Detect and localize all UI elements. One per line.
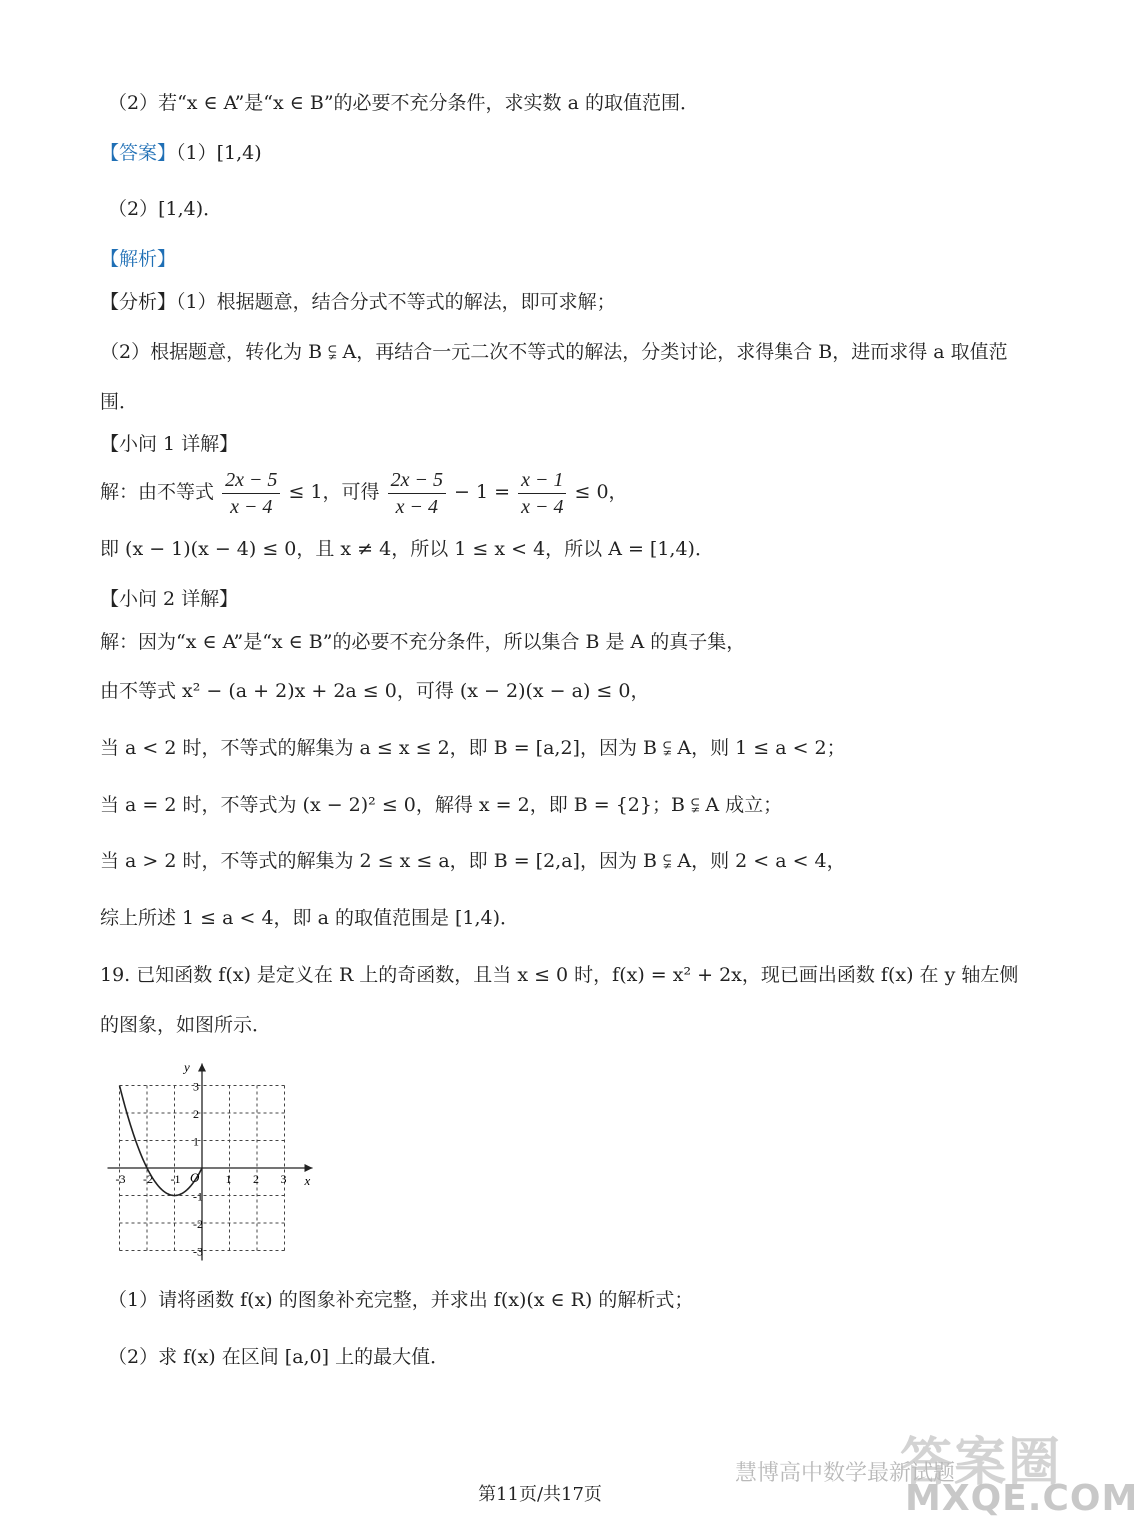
- sub1-line-1: [100, 462, 1080, 522]
- watermark-logo: 答案圈: [900, 1433, 1063, 1493]
- x-tick-label: 2: [253, 1172, 259, 1186]
- y-axis-arrow: [198, 1064, 206, 1072]
- sub2-line-1: 解：因为“x ∈ A”是“x ∈ B”的必要不充分条件，所以集合 B 是 A 的真子集，: [100, 631, 746, 653]
- fraction-2-num: 2x − 5: [388, 467, 446, 494]
- fenxi-2a: （2）根据题意，转化为 B ⫋ A，再结合一元二次不等式的解法，分类讨论，求得集合 B，进而求得 a 取值范: [100, 341, 1008, 363]
- sub2-line-2: 由不等式 x² − (a + 2)x + 2a ≤ 0，可得 (x − 2)(x − a) ≤ 0，: [100, 680, 650, 702]
- sub1-end: ≤ 0，: [574, 481, 628, 503]
- y-axis-label: y: [184, 1059, 190, 1075]
- y-tick-label: 3: [193, 1079, 199, 1094]
- fraction-1: [222, 467, 280, 520]
- fraction-1-den: x − 4: [230, 495, 273, 518]
- origin-label: O: [190, 1170, 200, 1185]
- q19-part2: （2）求 f(x) 在区间 [a,0] 上的最大值．: [108, 1346, 450, 1368]
- answer-1: （1）[1,4): [176, 142, 262, 164]
- function-graph: [100, 1050, 330, 1265]
- fenxi-tag: 【分析】: [100, 291, 177, 313]
- sub2-line-4: 当 a = 2 时，不等式为 (x − 2)² ≤ 0，解得 x = 2，即 B = {2}；B ⫋ A 成立；: [100, 794, 783, 816]
- answer-line-1: [100, 138, 1080, 168]
- q19-part1: （1）请将函数 f(x) 的图象补充完整，并求出 f(x)(x ∈ R) 的解析式；: [108, 1289, 694, 1311]
- sub1-title: 【小问 1 详解】: [100, 433, 239, 455]
- q18-part2: （2）若“x ∈ A”是“x ∈ B”的必要不充分条件，求实数 a 的取值范围．: [108, 92, 699, 114]
- fenxi-1: （1）根据题意，结合分式不等式的解法，即可求解；: [176, 291, 616, 313]
- x-axis-arrow: [305, 1164, 313, 1172]
- watermark-text: 慧博高中数学最新试题: [735, 1461, 956, 1486]
- y-tick-label: -3: [193, 1244, 203, 1259]
- fenxi-2b: 围．: [100, 391, 139, 413]
- axes: [108, 1064, 313, 1261]
- x-axis-label: x: [304, 1173, 311, 1188]
- sub2-title: 【小问 2 详解】: [100, 588, 239, 610]
- answer-tag: 【答案】: [100, 142, 177, 164]
- fraction-1-num: 2x − 5: [222, 467, 280, 494]
- sub2-line-5: 当 a > 2 时，不等式的解集为 2 ≤ x ≤ a，即 B = [2,a]，因为 B ⫋ A，则 2 < a < 4，: [100, 850, 846, 872]
- x-tick-label: -2: [143, 1172, 153, 1186]
- x-tick-label: -3: [115, 1172, 126, 1186]
- x-tick-label: -1: [170, 1172, 181, 1186]
- y-tick-label: 2: [193, 1107, 199, 1121]
- sub1-pre: 解：由不等式: [100, 481, 215, 503]
- y-tick-label: -1: [193, 1189, 203, 1204]
- sub1-mid2: − 1 =: [454, 481, 511, 503]
- fraction-2-den: x − 4: [395, 495, 438, 518]
- sub2-line-3: 当 a < 2 时，不等式的解集为 a ≤ x ≤ 2，即 B = [a,2]，因为 B ⫋ A，则 1 ≤ a < 2；: [100, 737, 846, 759]
- sub2-line-6: 综上所述 1 ≤ a < 4，即 a 的取值范围是 [1,4)．: [100, 907, 520, 929]
- y-tick-label: 1: [193, 1134, 199, 1149]
- page-footer: 第11页/共17页: [478, 1484, 602, 1505]
- sub1-mid1: ≤ 1，可得: [288, 481, 380, 503]
- watermark-site: MXQE.COM: [905, 1478, 1138, 1519]
- y-tick-label: -2: [193, 1217, 203, 1231]
- fraction-3-den: x − 4: [521, 495, 564, 518]
- fraction-2: [388, 467, 446, 520]
- fenxi-line-1: [100, 287, 1080, 317]
- x-tick-label: 1: [225, 1172, 232, 1186]
- sub1-line-2: 即 (x − 1)(x − 4) ≤ 0，且 x ≠ 4，所以 1 ≤ x < 4，所以 A = [1,4)．: [100, 538, 714, 560]
- q19-line-1: 19. 已知函数 f(x) 是定义在 R 上的奇函数，且当 x ≤ 0 时，f(x) = x² + 2x，现已画出函数 f(x) 在 y 轴左侧: [100, 964, 1019, 986]
- x-tick-label: 3: [280, 1172, 287, 1186]
- fraction-3-num: x − 1: [518, 467, 566, 494]
- analysis-tag: 【解析】: [100, 248, 177, 270]
- q19-line-2: 的图象，如图所示．: [100, 1014, 272, 1036]
- fraction-3: [518, 467, 566, 520]
- answer-2: （2）[1,4)．: [108, 198, 223, 220]
